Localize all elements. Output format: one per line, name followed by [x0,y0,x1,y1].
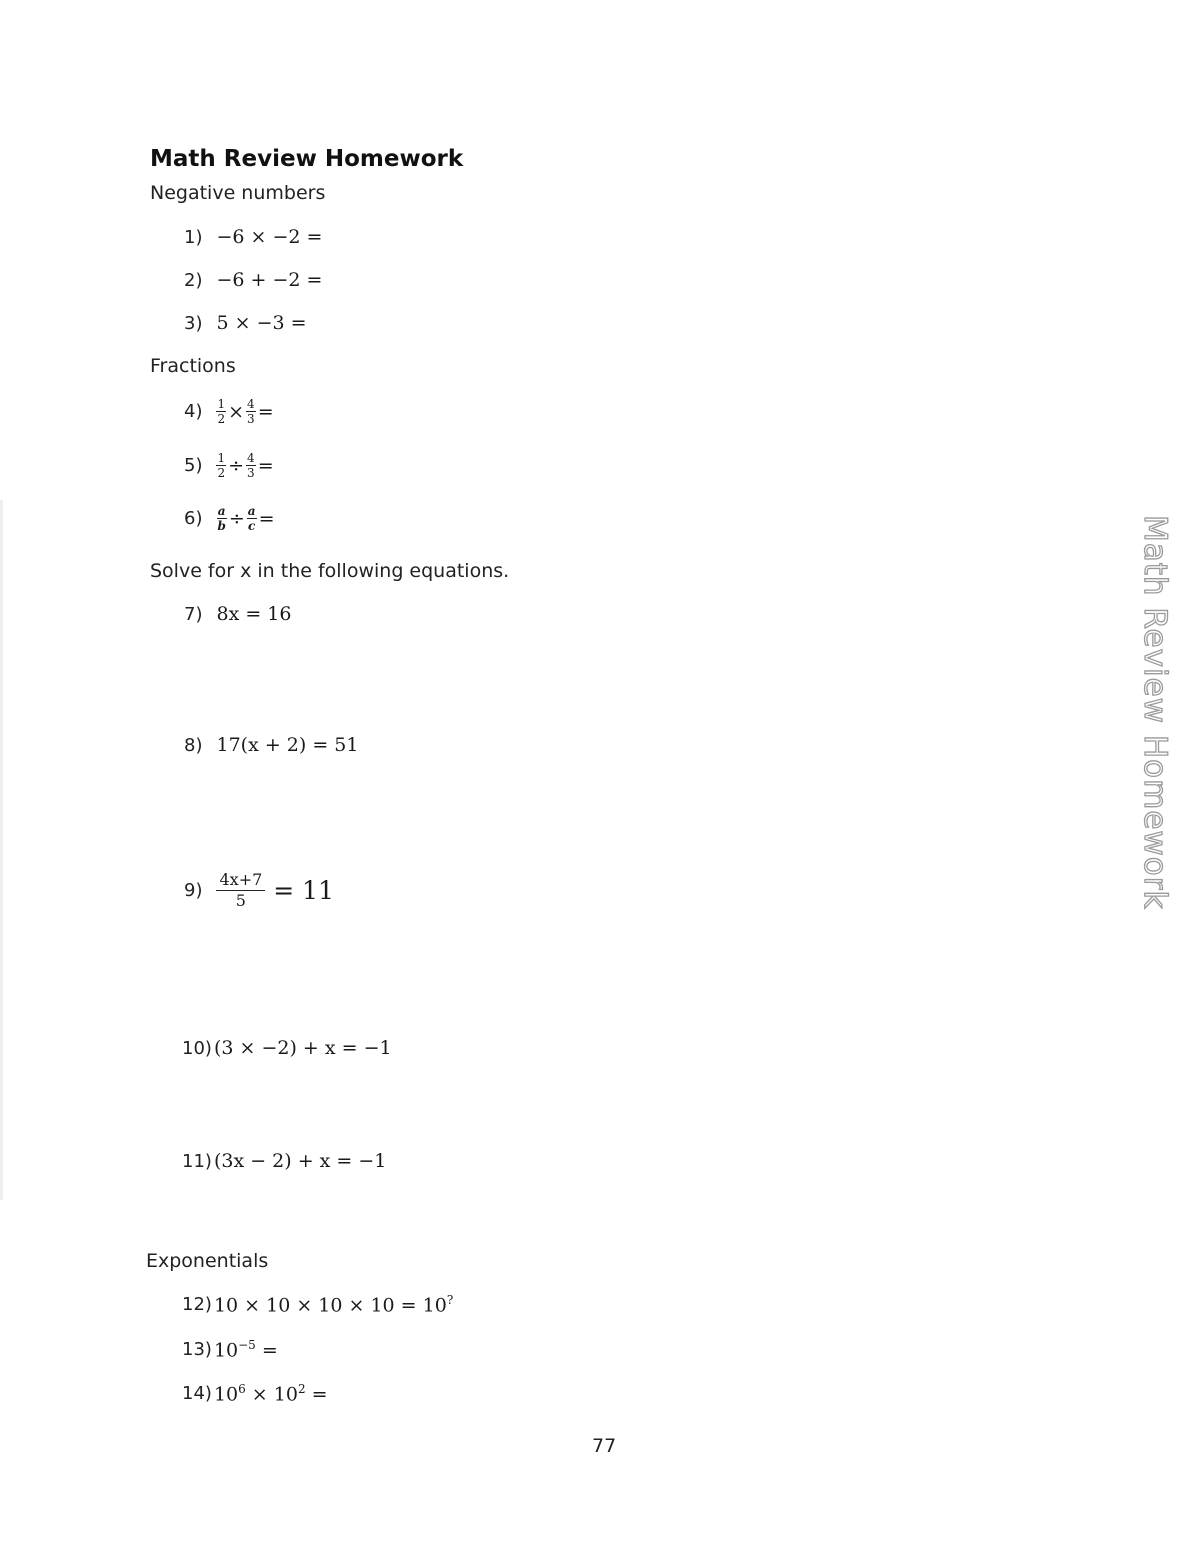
problem-number: 7) [184,603,203,625]
exponent: −5 [238,1338,256,1352]
problem-10 [182,1037,392,1059]
base: 10 [213,1339,239,1362]
denominator: 5 [235,891,246,910]
denominator: b [217,519,226,533]
problem-expression: 8x = 16 [216,603,292,625]
equals-sign: = [257,400,274,423]
problem-expression [214,1293,453,1316]
exponent: 6 [238,1382,246,1396]
problem-number: 11) [182,1150,212,1172]
problem-expression: −6 + −2 = [216,269,323,291]
numerator: 1 [217,451,226,465]
equals-sign: = [258,507,275,530]
operator: × [228,400,245,423]
numerator: a [247,504,256,518]
problem-3 [184,312,307,334]
problem-11 [182,1150,386,1172]
problem-expression: (3x − 2) + x = −1 [213,1150,387,1172]
problem-6 [184,504,277,533]
problem-2 [184,269,322,291]
denominator: c [248,519,256,533]
problem-1 [184,226,322,248]
expression-body: 10 × 10 × 10 × 10 = 10 [213,1294,447,1317]
problem-expression: 17(x + 2) = 51 [216,734,359,756]
numerator: 4 [247,397,255,411]
problem-number: 9) [184,880,203,901]
equals-sign: = [305,1383,328,1406]
denominator: 2 [217,412,226,426]
numerator: 4x+7 [216,870,265,891]
numerator: 1 [217,397,226,411]
problem-9 [184,870,334,911]
problem-7 [184,603,291,625]
problem-number: 3) [184,312,203,334]
problem-expression [214,1338,278,1361]
page-number: 77 [592,1435,617,1457]
problem-12 [182,1293,453,1316]
problem-number: 2) [184,269,203,291]
page-edge-shadow [0,500,3,1200]
page-title: Math Review Homework [150,146,464,172]
problem-number: 5) [184,455,203,476]
equals-sign: = [257,454,274,477]
equation-result: = 11 [273,876,334,905]
exponent: 2 [297,1382,306,1396]
problem-4 [184,397,276,426]
problem-expression: −6 × −2 = [216,226,323,248]
fraction [216,451,226,480]
denominator: 3 [247,412,255,426]
operator: ÷ [228,454,245,477]
problem-5 [184,451,276,480]
problem-number: 10) [182,1037,212,1059]
problem-number: 4) [184,401,203,422]
section-fractions: Fractions [150,355,236,377]
problem-number: 13) [182,1339,212,1361]
problem-expression: (3 × −2) + x = −1 [213,1037,392,1059]
base: 10 [213,1383,239,1406]
numerator: 4 [247,451,255,465]
side-tab [1136,515,1174,1030]
problem-14 [182,1382,328,1405]
fraction [216,397,226,426]
problem-number: 12) [182,1294,212,1316]
fraction [247,504,257,533]
problem-number: 8) [184,734,203,756]
problem-expression [214,1382,328,1405]
problem-13 [182,1338,278,1361]
fraction [246,397,256,426]
exponent: ? [446,1293,454,1307]
problem-expression: 5 × −3 = [216,312,307,334]
fraction [246,451,256,480]
problem-number: 6) [184,508,203,529]
fraction [216,870,265,911]
equals-sign: = [255,1339,278,1362]
operator-base: × 10 [245,1383,298,1406]
section-solve-for-x: Solve for x in the following equations. [150,560,510,582]
denominator: 3 [247,466,255,480]
fraction [216,504,226,533]
section-exponentials: Exponentials [146,1250,269,1272]
side-tab-label: Math Review Homework [1137,515,1173,910]
denominator: 2 [217,466,226,480]
numerator: a [217,504,226,518]
operator: ÷ [228,507,245,530]
problem-number: 14) [182,1383,212,1405]
problem-number: 1) [184,226,203,248]
section-negative-numbers: Negative numbers [150,182,326,204]
problem-8 [184,734,358,756]
